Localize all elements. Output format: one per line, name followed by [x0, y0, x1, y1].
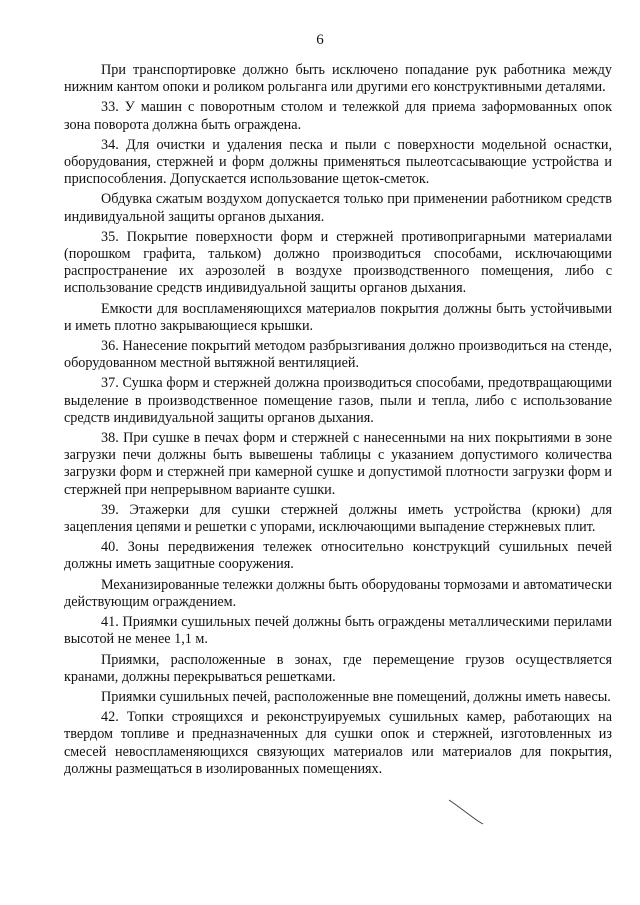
paragraph: 33. У машин с поворотным столом и тележкой для приема заформованных опок зона поворота должна быть ограждена. [64, 99, 612, 133]
paragraph: Обдувка сжатым воздухом допускается только при применении работником средств индивидуальной защиты органов дыхания. [64, 191, 612, 225]
paragraph: 42. Топки строящихся и реконструируемых сушильных камер, работающих на твердом топливе и предназначенных для сушки опок и стержней, изготовленных из смесей невоспламеняющихся связующих материалов или материалов для покрытия, должны размещаться в изолированных помещениях. [64, 709, 612, 777]
paragraph: 37. Сушка форм и стержней должна производиться способами, предотвращающими выделение в производственное помещение газов, пыли и тепла, либо с использование средств индивидуальной защиты органов дыхания. [64, 375, 612, 426]
paragraph: Емкости для воспламеняющихся материалов покрытия должны быть устойчивыми и иметь плотно закрывающиеся крышки. [64, 300, 612, 334]
paragraph: Механизированные тележки должны быть оборудованы тормозами и автоматически действующим ограждением. [64, 576, 612, 610]
document-body [64, 62, 612, 781]
paragraph: 40. Зоны передвижения тележек относительно конструкций сушильных печей должны иметь защитные сооружения. [64, 539, 612, 573]
paragraph: 34. Для очистки и удаления песка и пыли с поверхности модельной оснастки, оборудования, стержней и форм должны применяться пылеотсасывающие устройства и приспособления. Допускается использование щеток-сметок. [64, 136, 612, 188]
paragraph: 36. Нанесение покрытий методом разбрызгивания должно производиться на стенде, оборудованном местной вытяжной вентиляцией. [64, 338, 612, 372]
paragraph: 39. Этажерки для сушки стержней должны иметь устройства (крюки) для зацепления цепями и решетки с упорами, исключающими выпадение стержневых плит. [64, 501, 612, 536]
paragraph: 35. Покрытие поверхности форм и стержней противопригарными материалами (порошком графита, тальком) должно производиться способами, исключающими распространение их аэрозолей в воздухе производственного помещения, либо с использование средств индивидуальной защиты органов дыхания. [64, 228, 612, 297]
paragraph: Приямки сушильных печей, расположенные вне помещений, должны иметь навесы. [101, 688, 611, 705]
paragraph: При транспортировке должно быть исключено попадание рук работника между нижним кантом опоки и роликом рольганга или другими его конструктивными деталями. [64, 62, 612, 96]
paragraph: Приямки, расположенные в зонах, где перемещение грузов осуществляется кранами, должны перекрываться решетками. [64, 651, 612, 685]
pen-stroke-mark [447, 796, 487, 826]
page-number: 6 [316, 32, 324, 48]
paragraph: 41. Приямки сушильных печей должны быть ограждены металлическими перилами высотой не менее 1,1 м. [64, 614, 612, 648]
paragraph: 38. При сушке в печах форм и стержней с нанесенными на них покрытиями в зоне загрузки печи должны быть вывешены таблицы с указанием допустимого количества загрузки форм и стержней при камерной сушке и допустимой плотности загрузки форм и стержней при непрерывном варианте сушки. [64, 430, 612, 498]
